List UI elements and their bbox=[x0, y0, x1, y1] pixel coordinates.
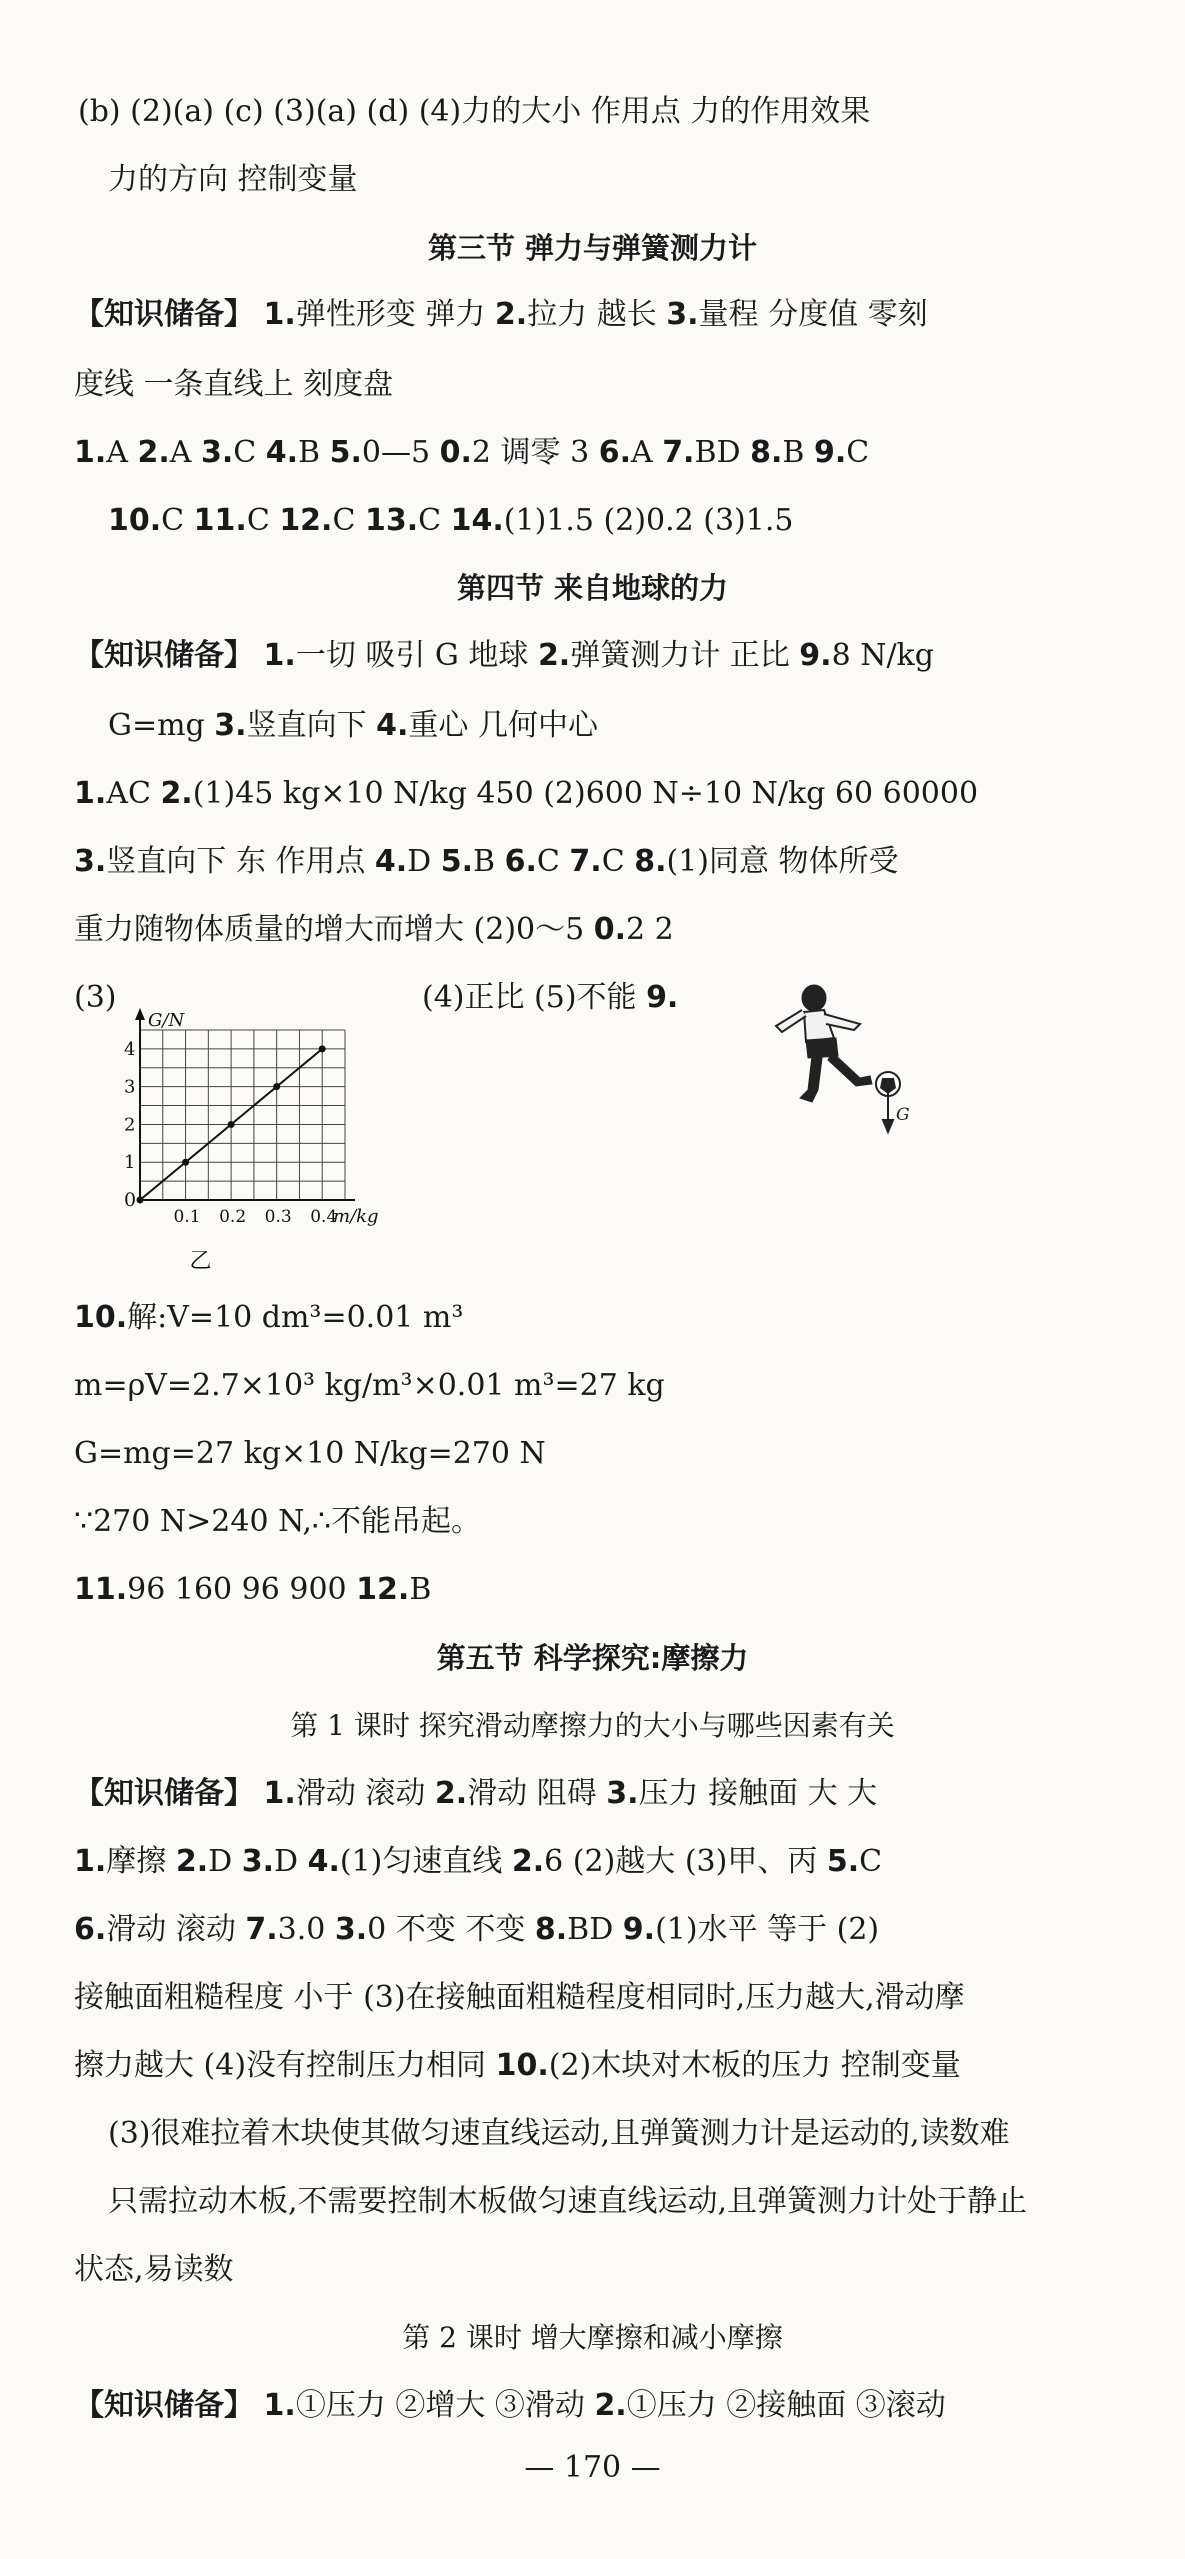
line-14: 10.解:V=10 dm³=0.01 m³ bbox=[74, 1300, 464, 1335]
y-tick-label: 4 bbox=[124, 1038, 136, 1060]
section-3-title: 第三节 弹力与弹簧测力计 bbox=[427, 231, 758, 265]
origin-label: 0 bbox=[124, 1189, 137, 1211]
line-12: (3) bbox=[74, 980, 117, 1015]
line-25: 只需拉动木板,不需要控制木板做匀速直线运动,且弹簧测力计处于静止 bbox=[108, 2184, 1028, 2219]
lesson-2-title: 第 2 课时 增大摩擦和减小摩擦 bbox=[402, 2321, 783, 2354]
line-19: 【知识储备】 1.滑动 滚动 2.滑动 阻碍 3.压力 接触面 大 大 bbox=[74, 1776, 878, 1811]
x-tick-label: 0.3 bbox=[264, 1207, 292, 1227]
lesson-1-title: 第 1 课时 探究滑动摩擦力的大小与哪些因素有关 bbox=[290, 1709, 895, 1742]
gravity-label: G bbox=[896, 1105, 910, 1125]
line-22: 接触面粗糙程度 小于 (3)在接触面粗糙程度相同时,压力越大,滑动摩 bbox=[74, 1980, 965, 2015]
x-tick-label: 0.2 bbox=[219, 1207, 247, 1227]
figure-9-kicker bbox=[720, 980, 940, 1140]
line-2: 力的方向 控制变量 bbox=[108, 162, 358, 197]
line-10: 3.竖直向下 东 作用点 4.D 5.B 6.C 7.C 8.(1)同意 物体所受 bbox=[74, 844, 899, 879]
y-axis-arrow bbox=[135, 1008, 145, 1020]
line-6: 10.C 11.C 12.C 13.C 14.(1)1.5 (2)0.2 (3)1.5 bbox=[108, 503, 794, 538]
line-20: 1.摩擦 2.D 3.D 4.(1)匀速直线 2.6 (2)越大 (3)甲、丙 5.C bbox=[74, 1844, 883, 1879]
data-point bbox=[319, 1045, 326, 1052]
chart-caption: 乙 bbox=[189, 1249, 212, 1274]
line-17: ∵270 N>240 N,∴不能吊起。 bbox=[74, 1504, 482, 1539]
gravity-mass-chart bbox=[110, 990, 410, 1280]
line-8: G=mg 3.竖直向下 4.重心 几何中心 bbox=[108, 708, 598, 743]
x-tick-label: 0.1 bbox=[173, 1207, 201, 1227]
line-3: 【知识储备】 1.弹性形变 弹力 2.拉力 越长 3.量程 分度值 零刻 bbox=[74, 297, 928, 332]
line-21: 6.滑动 滚动 7.3.0 3.0 不变 不变 8.BD 9.(1)水平 等于 (2) bbox=[74, 1912, 880, 1947]
x-tick-label: 0.4 bbox=[310, 1207, 338, 1227]
line-26: 状态,易读数 bbox=[74, 2252, 234, 2287]
data-point bbox=[273, 1083, 280, 1090]
line-1: (b) (2)(a) (c) (3)(a) (d) (4)力的大小 作用点 力的作用效果 bbox=[78, 94, 871, 129]
line-5: 1.A 2.A 3.C 4.B 5.0—5 0.2 调零 3 6.A 7.BD 8.B 9.C bbox=[74, 435, 870, 470]
page-number: — 170 — bbox=[524, 2450, 661, 2485]
y-tick-label: 2 bbox=[124, 1114, 136, 1136]
line-7: 【知识储备】 1.一切 吸引 G 地球 2.弹簧测力计 正比 9.8 N/kg bbox=[74, 638, 934, 673]
data-point bbox=[182, 1159, 189, 1166]
data-point bbox=[228, 1121, 235, 1128]
line-11: 重力随物体质量的增大而增大 (2)0～5 0.2 2 bbox=[74, 912, 674, 947]
line-16: G=mg=27 kg×10 N/kg=270 N bbox=[74, 1436, 546, 1471]
y-tick-label: 3 bbox=[124, 1076, 136, 1098]
line-24: (3)很难拉着木块使其做匀速直线运动,且弹簧测力计是运动的,读数难 bbox=[108, 2116, 1010, 2151]
x-axis-label: m/kg bbox=[333, 1206, 379, 1227]
section-5-title: 第五节 科学探究:摩擦力 bbox=[436, 1641, 749, 1675]
line-18: 11.96 160 96 900 12.B bbox=[74, 1572, 432, 1607]
y-axis-label: G/N bbox=[148, 1010, 185, 1031]
line-15: m=ρV=2.7×10³ kg/m³×0.01 m³=27 kg bbox=[74, 1368, 665, 1403]
line-13: (4)正比 (5)不能 9. bbox=[422, 980, 679, 1015]
section-4-title: 第四节 来自地球的力 bbox=[456, 571, 729, 605]
line-23: 擦力越大 (4)没有控制压力相同 10.(2)木块对木板的压力 控制变量 bbox=[74, 2048, 961, 2083]
line-4: 度线 一条直线上 刻度盘 bbox=[74, 367, 394, 402]
line-9: 1.AC 2.(1)45 kg×10 N/kg 450 (2)600 N÷10 N/kg 60 60000 bbox=[74, 776, 979, 811]
data-point bbox=[137, 1197, 144, 1204]
line-27: 【知识储备】 1.①压力 ②增大 ③滑动 2.①压力 ②接触面 ③滚动 bbox=[74, 2388, 946, 2423]
y-tick-label: 1 bbox=[124, 1152, 136, 1174]
kicker-figure-icon bbox=[776, 985, 872, 1102]
